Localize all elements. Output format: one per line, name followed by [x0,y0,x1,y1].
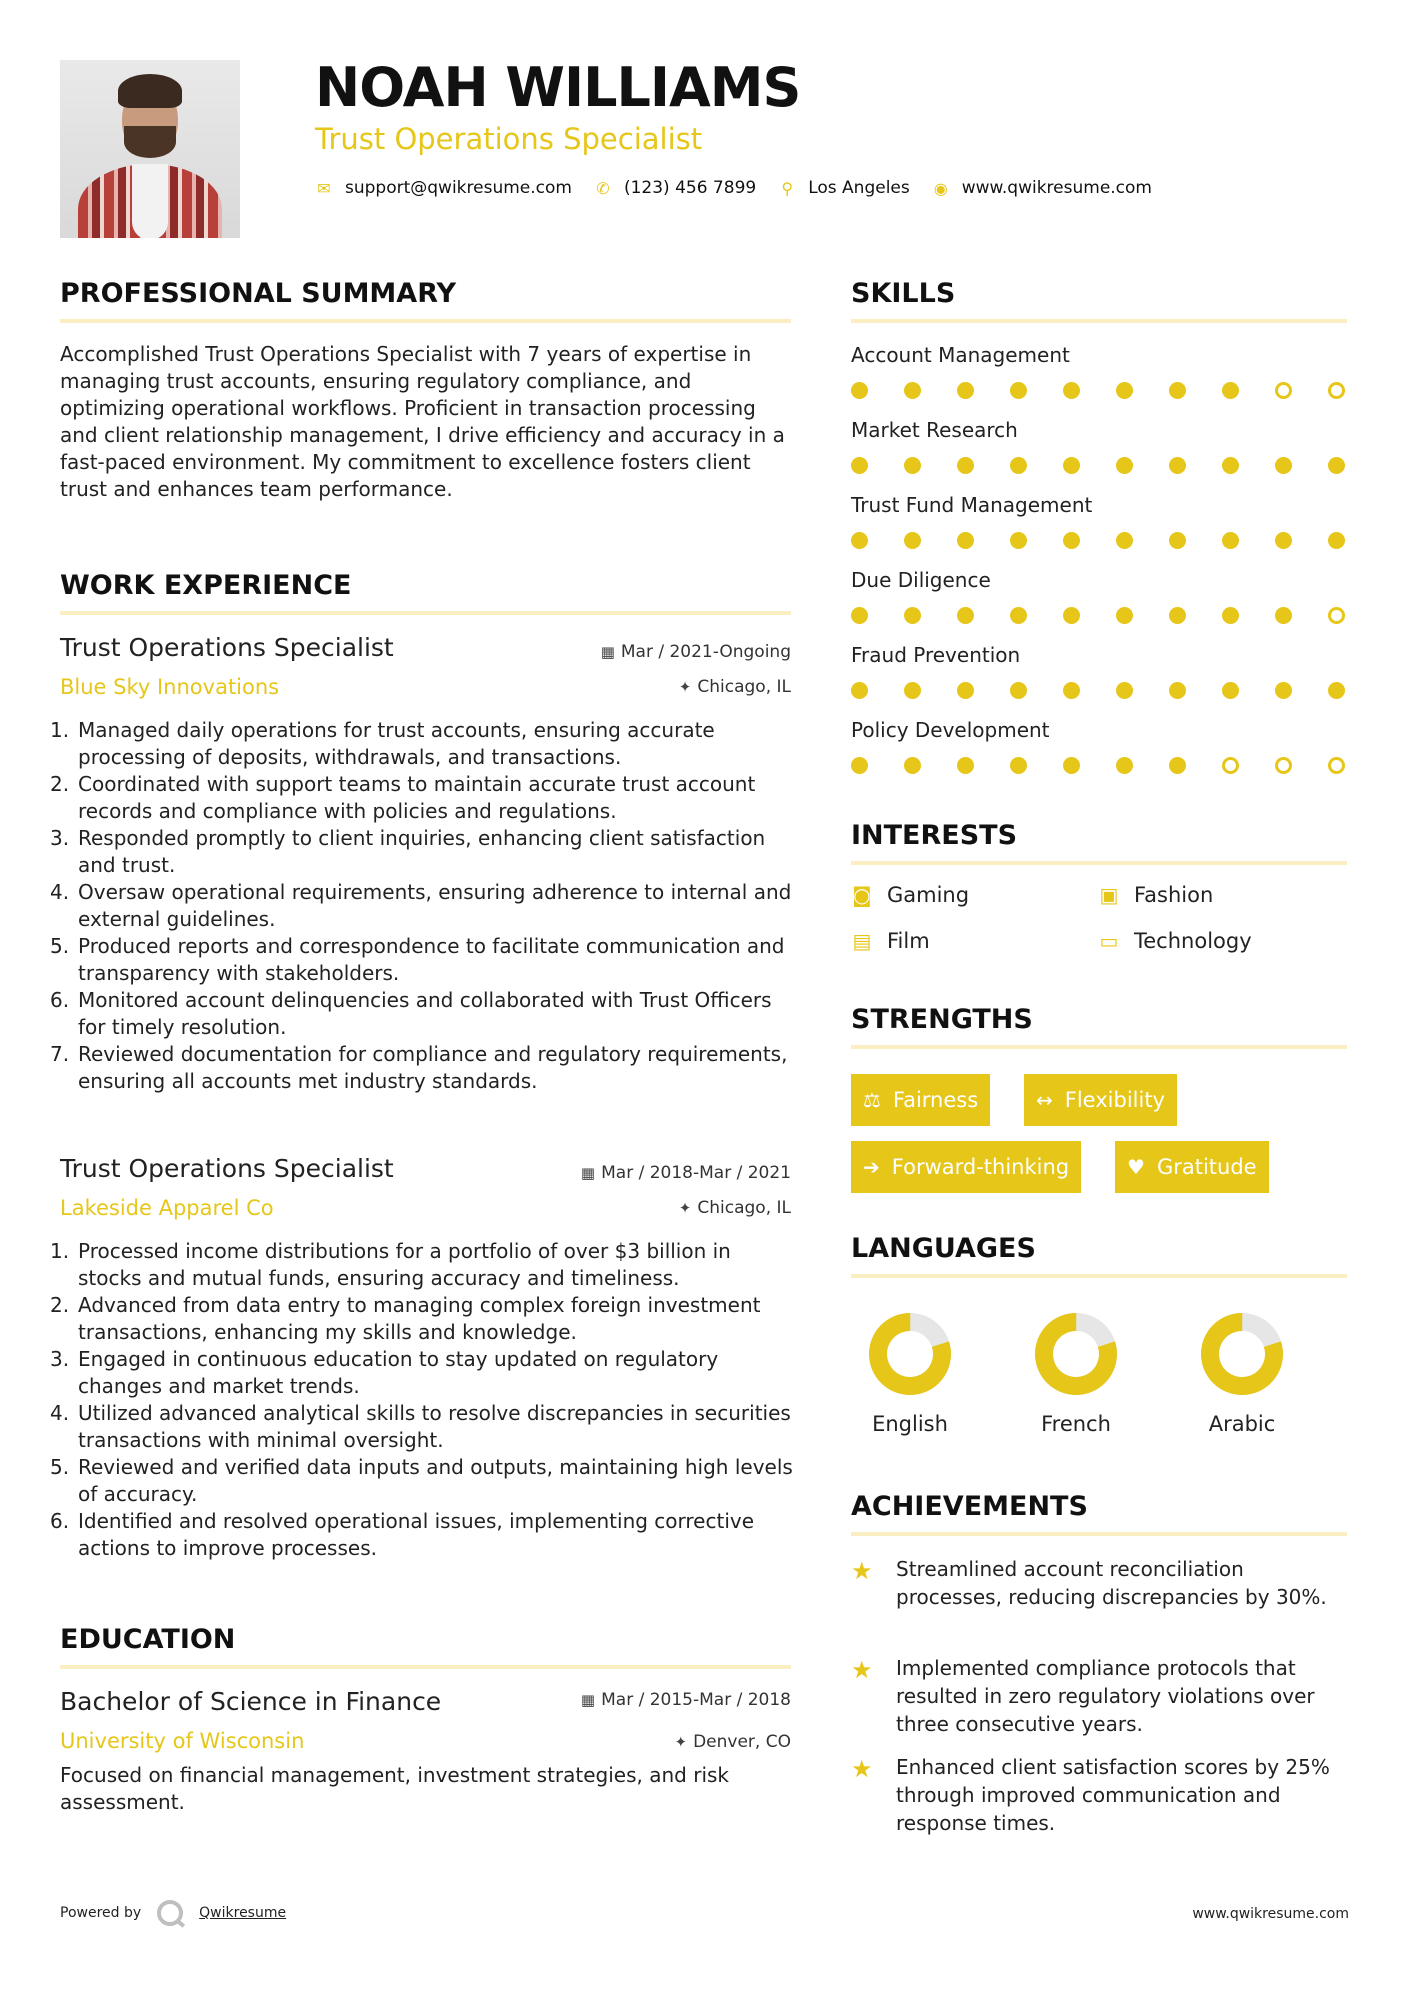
calendar-icon: ▦ [600,643,615,661]
rating-dot-filled [957,382,974,399]
globe-icon: ◉ [933,178,948,198]
job-title: Trust Operations Specialist [60,633,394,662]
rating-dot-filled [1010,607,1027,624]
interests-heading: INTERESTS [851,820,1347,865]
rating-dot-filled [1169,757,1186,774]
envelope-icon: ✉ [317,178,331,198]
strength-badge: ♥ Gratitude [1115,1141,1269,1193]
skill-rating [851,382,1351,402]
star-icon: ★ [851,1656,873,1684]
rating-dot-filled [1116,757,1133,774]
rating-dot-filled [1010,757,1027,774]
star-icon: ★ [851,1557,873,1585]
rating-dot-filled [1116,532,1133,549]
job-responsibilities [50,1238,795,1562]
footer-powered-by [60,1900,286,1926]
balance-scale-icon: ⚖ [863,1088,881,1112]
rating-dot-filled [1116,607,1133,624]
powered-by-label: Powered by [60,1905,142,1921]
language-label: French [1041,1412,1111,1436]
rating-dot-filled [851,607,868,624]
contact-location: Los Angeles [808,178,910,198]
rating-dot-filled [1222,532,1239,549]
interest-item: ▣ Fashion [1099,883,1214,907]
calendar-icon: ▦ [580,1691,596,1709]
skill-rating [851,757,1351,777]
language-item [1016,1310,1136,1436]
list-item: 7. Reviewed documentation for compliance and regulatory requirements, ensuring all accounts met industry standards. [50,1042,788,1093]
rating-dot-filled [904,682,921,699]
candidate-name: NOAH WILLIAMS [315,56,801,119]
rating-dot-filled [957,457,974,474]
rating-dot-filled [1169,682,1186,699]
achievement-item: ★ Implemented compliance protocols that resulted in zero regulatory violations over three consecutive years. [851,1656,1315,1736]
rating-dot-empty [1222,757,1239,774]
rating-dot-filled [904,607,921,624]
rating-dot-filled [1222,607,1239,624]
rating-dot-filled [1116,682,1133,699]
shopping-bag-icon: ▣ [1099,883,1119,907]
rating-dot-filled [851,457,868,474]
rating-dot-filled [1010,457,1027,474]
language-label: English [872,1412,948,1436]
rating-dot-filled [957,757,974,774]
languages-heading: LANGUAGES [851,1233,1347,1278]
strength-badge: ⚖ Fairness [851,1074,990,1126]
interest-item: ▤ Film [852,929,930,953]
contact-email[interactable]: support@qwikresume.com [345,178,572,198]
rating-dot-filled [1169,382,1186,399]
rating-dot-filled [904,757,921,774]
experience-heading: WORK EXPERIENCE [60,570,791,615]
achievement-item: ★ Enhanced client satisfaction scores by 25% through improved communication and response times. [851,1755,1330,1835]
skill-rating [851,457,1351,477]
rating-dot-filled [957,682,974,699]
rating-dot-filled [851,532,868,549]
rating-dot-filled [1222,382,1239,399]
phone-icon: ✆ [596,178,610,198]
list-item: 5. Produced reports and correspondence to facilitate communication and transparency with stakeholders. [50,934,785,985]
rating-dot-filled [1328,532,1345,549]
rating-dot-filled [1010,532,1027,549]
pin-icon: ✦ [674,1733,688,1751]
job-location: ✦ Chicago, IL [678,1198,791,1218]
strength-badge: ↔ Flexibility [1024,1074,1177,1126]
rating-dot-filled [1275,682,1292,699]
language-label: Arabic [1208,1412,1276,1436]
language-item [850,1310,970,1436]
skill-rating [851,532,1351,552]
rating-dot-empty [1328,757,1345,774]
rating-dot-filled [904,457,921,474]
calendar-icon: ▦ [580,1164,596,1182]
rating-dot-filled [851,682,868,699]
education-heading: EDUCATION [60,1624,791,1669]
language-proficiency-ring [1198,1310,1286,1398]
list-item: 4. Utilized advanced analytical skills to resolve discrepancies in securities transactions with minimal oversight. [50,1401,791,1452]
interest-item: ◙ Gaming [852,883,970,907]
summary-heading: PROFESSIONAL SUMMARY [60,278,791,323]
gamepad-icon: ◙ [852,883,872,907]
job-responsibilities [50,717,795,1095]
rating-dot-filled [1169,457,1186,474]
rating-dot-filled [904,532,921,549]
rating-dot-empty [1275,757,1292,774]
heart-icon: ♥ [1127,1155,1145,1179]
profile-photo [60,60,240,238]
skill-label: Fraud Prevention [851,643,1021,667]
rating-dot-filled [1063,757,1080,774]
skill-label: Account Management [851,343,1070,367]
qwikresume-logo-icon [157,1900,183,1926]
pin-icon: ✦ [678,678,692,696]
brand-link[interactable]: Qwikresume [199,1905,287,1921]
list-item: 5. Reviewed and verified data inputs and outputs, maintaining high levels of accuracy. [50,1455,793,1506]
job-dates: ▦ Mar / 2018-Mar / 2021 [580,1163,791,1183]
rating-dot-filled [904,382,921,399]
language-proficiency-ring [1032,1310,1120,1398]
summary-text: Accomplished Trust Operations Specialist with 7 years of expertise in managing trust accounts, ensuring regulatory compliance, and optimizing operational workflows. Proficient in transaction processing and client relationship management, I drive efficiency and accuracy in a fast-paced environment. My commitment to excellence fosters client trust and enhances team performance. [60,342,785,501]
degree-title: Bachelor of Science in Finance [60,1687,442,1716]
rating-dot-empty [1275,382,1292,399]
job-location: ✦ Chicago, IL [678,677,791,697]
language-item [1182,1310,1302,1436]
list-item: 4. Oversaw operational requirements, ensuring adherence to internal and external guidelines. [50,880,792,931]
candidate-title: Trust Operations Specialist [315,122,703,156]
footer-website[interactable]: www.qwikresume.com [1192,1906,1349,1922]
rating-dot-filled [1169,607,1186,624]
rating-dot-filled [1169,532,1186,549]
map-pin-icon: ⚲ [781,178,794,198]
skill-rating [851,607,1351,627]
list-item: 1. Managed daily operations for trust accounts, ensuring accurate processing of deposits, withdrawals, and transactions. [50,718,715,769]
skill-label: Policy Development [851,718,1050,742]
rating-dot-filled [957,532,974,549]
job-dates: ▦ Mar / 2021-Ongoing [600,642,791,662]
list-item: 6. Monitored account delinquencies and collaborated with Trust Officers for timely resolution. [50,988,772,1039]
contact-bar [315,178,1174,198]
job-company: Lakeside Apparel Co [60,1196,274,1220]
list-item: 2. Advanced from data entry to managing complex foreign investment transactions, enhancing my skills and knowledge. [50,1293,761,1344]
rating-dot-empty [1328,382,1345,399]
arrows-horizontal-icon: ↔ [1036,1088,1053,1112]
rating-dot-filled [1275,607,1292,624]
pin-icon: ✦ [678,1199,692,1217]
skill-rating [851,682,1351,702]
school-name: University of Wisconsin [60,1729,305,1753]
skill-label: Due Diligence [851,568,991,592]
rating-dot-filled [1063,382,1080,399]
strength-badge: ➔ Forward-thinking [851,1141,1081,1193]
rating-dot-filled [1328,457,1345,474]
rating-dot-filled [1116,457,1133,474]
rating-dot-filled [1275,457,1292,474]
skill-label: Trust Fund Management [851,493,1093,517]
strengths-heading: STRENGTHS [851,1004,1347,1049]
rating-dot-filled [1222,682,1239,699]
arrow-right-icon: ➔ [863,1155,880,1179]
language-proficiency-ring [866,1310,954,1398]
list-item: 1. Processed income distributions for a portfolio of over $3 billion in stocks and mutual funds, ensuring accuracy and timeliness. [50,1239,731,1290]
contact-phone[interactable]: (123) 456 7899 [623,178,757,198]
rating-dot-filled [1222,457,1239,474]
job-title: Trust Operations Specialist [60,1154,394,1183]
rating-dot-filled [1010,682,1027,699]
rating-dot-filled [1275,532,1292,549]
education-description: Focused on financial management, investment strategies, and risk assessment. [60,1763,730,1814]
rating-dot-filled [851,757,868,774]
rating-dot-filled [851,382,868,399]
rating-dot-empty [1328,607,1345,624]
interest-item: ▭ Technology [1099,929,1252,953]
achievements-heading: ACHIEVEMENTS [851,1491,1347,1536]
rating-dot-filled [1063,682,1080,699]
rating-dot-filled [1328,682,1345,699]
star-icon: ★ [851,1755,873,1783]
list-item: 3. Engaged in continuous education to stay updated on regulatory changes and market trends. [50,1347,719,1398]
rating-dot-filled [1116,382,1133,399]
rating-dot-filled [1063,607,1080,624]
film-icon: ▤ [852,929,872,953]
list-item: 2. Coordinated with support teams to maintain accurate trust account records and compliance with policies and regulations. [50,772,756,823]
rating-dot-filled [1010,382,1027,399]
rating-dot-filled [1063,532,1080,549]
achievement-item: ★ Streamlined account reconciliation processes, reducing discrepancies by 30%. [851,1557,1327,1609]
rating-dot-filled [957,607,974,624]
job-company: Blue Sky Innovations [60,675,280,699]
list-item: 3. Responded promptly to client inquiries, enhancing client satisfaction and trust. [50,826,766,877]
laptop-icon: ▭ [1099,929,1119,953]
contact-website[interactable]: www.qwikresume.com [961,178,1152,198]
education-location: ✦ Denver, CO [674,1732,791,1752]
rating-dot-filled [1063,457,1080,474]
skill-label: Market Research [851,418,1018,442]
education-dates: ▦ Mar / 2015-Mar / 2018 [580,1690,791,1710]
list-item: 6. Identified and resolved operational issues, implementing corrective actions to improve processes. [50,1509,755,1560]
skills-heading: SKILLS [851,278,1347,323]
